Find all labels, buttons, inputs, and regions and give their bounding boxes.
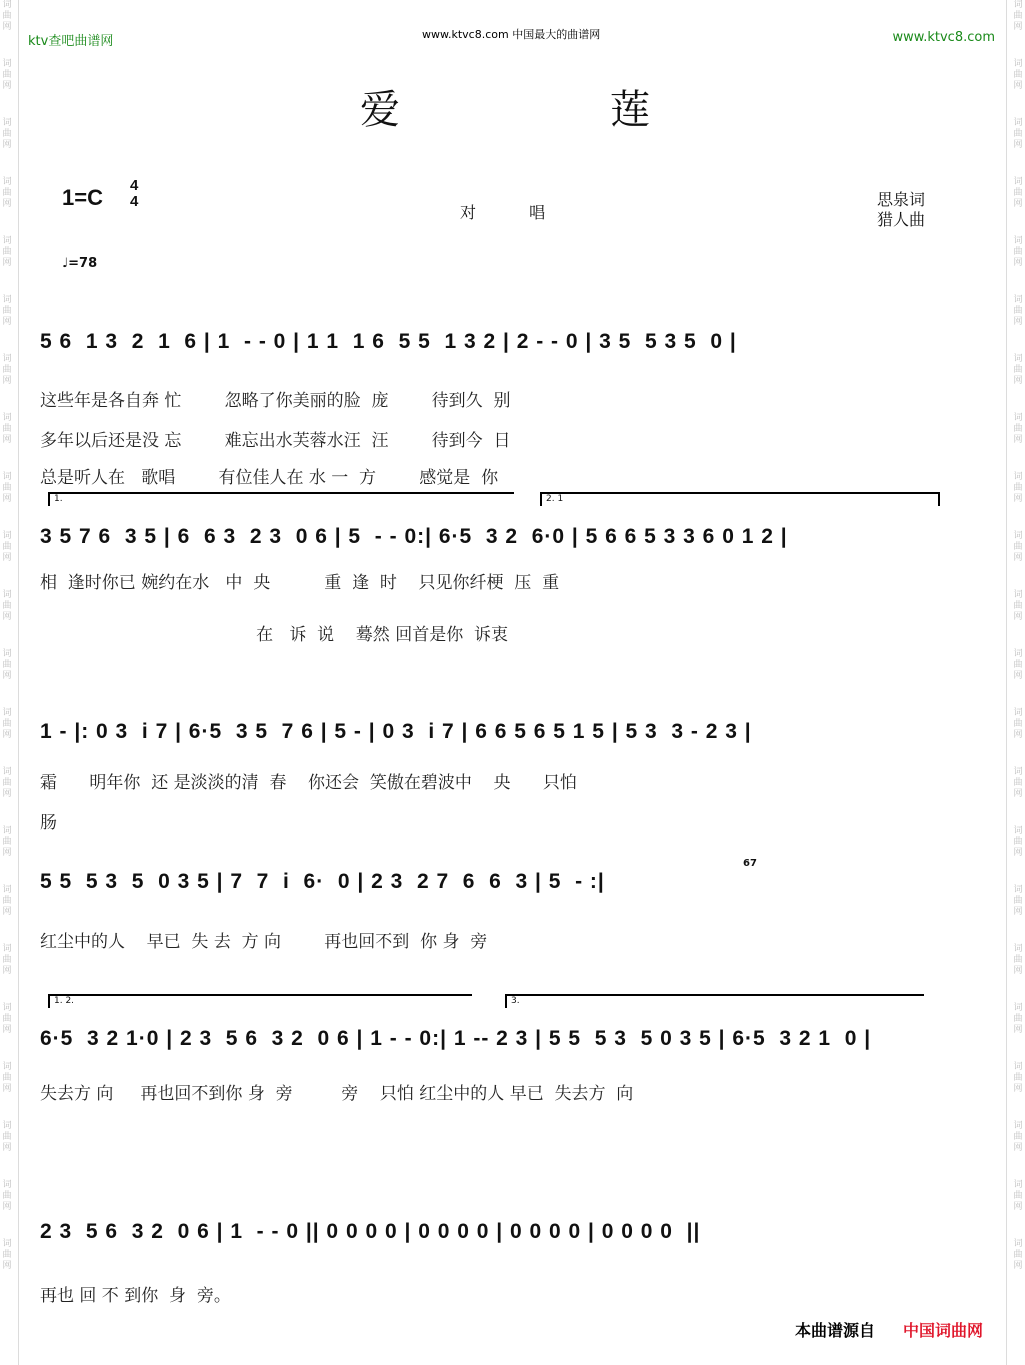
- side-watermark-char: 网: [2, 553, 12, 563]
- side-watermark-char: 网: [2, 612, 12, 622]
- side-watermark-char: 曲: [2, 1132, 12, 1142]
- score-row-2-lyric-1: 相 逢时你已 婉约在水 中 央 重 逢 时 只见你纤梗 压 重: [40, 573, 560, 593]
- side-watermark-char: 词: [1013, 1062, 1023, 1072]
- side-watermark-char: 网: [2, 1202, 12, 1212]
- side-watermark-char: 词: [1013, 1239, 1023, 1249]
- header-site-left[interactable]: ktv查吧曲谱网: [28, 34, 114, 49]
- side-watermark-char: 网: [1013, 1084, 1023, 1094]
- side-watermark-char: 曲: [2, 306, 12, 316]
- side-watermark-char: 曲: [1013, 70, 1023, 80]
- grace-note: 67: [743, 858, 757, 869]
- side-watermark-char: 词: [2, 59, 12, 69]
- side-watermark-char: 曲: [1013, 1073, 1023, 1083]
- side-watermark: [2, 708, 11, 741]
- side-watermark: [1013, 59, 1022, 92]
- side-watermark-char: 曲: [1013, 837, 1023, 847]
- side-watermark-char: 词: [1013, 0, 1023, 10]
- side-watermark-char: 网: [1013, 553, 1023, 563]
- side-watermark-char: 网: [2, 258, 12, 268]
- side-watermark-char: 网: [1013, 199, 1023, 209]
- side-watermark: [2, 0, 11, 33]
- side-watermark-char: 网: [2, 1025, 12, 1035]
- title-char-2: 莲: [610, 87, 650, 133]
- side-watermark-char: 网: [2, 1143, 12, 1153]
- side-watermark-char: 曲: [1013, 306, 1023, 316]
- side-watermark-char: 网: [2, 199, 12, 209]
- side-watermark-char: 网: [2, 730, 12, 740]
- right-margin-line: [1006, 0, 1007, 1365]
- side-watermark-char: 网: [1013, 81, 1023, 91]
- score-row-1-lyric-1: 这些年是各自奔 忙 忽略了你美丽的脸 庞 待到久 别: [40, 391, 511, 411]
- side-watermark-char: 网: [2, 376, 12, 386]
- side-watermark: [2, 413, 11, 446]
- side-watermark: [1013, 1239, 1022, 1272]
- side-watermark: [2, 59, 11, 92]
- side-watermark: [2, 295, 11, 328]
- side-watermark-char: 词: [2, 944, 12, 954]
- side-watermark-char: 网: [2, 140, 12, 150]
- side-watermark: [1013, 413, 1022, 446]
- side-watermark-char: 网: [2, 317, 12, 327]
- side-watermark-char: 词: [2, 236, 12, 246]
- side-watermark-char: 曲: [2, 188, 12, 198]
- side-watermark: [1013, 590, 1022, 623]
- side-watermark: [2, 1180, 11, 1213]
- key-signature: 1=C: [62, 185, 103, 210]
- side-watermark-char: 曲: [1013, 719, 1023, 729]
- score-row-3-notes: 1 - |: 0 3 i 7 | 6·5 3 5 7 6 | 5 - | 0 3 i 7 | 6 6 5 6 5 1 5 | 5 3 3 - 2 3 |: [40, 720, 752, 743]
- left-margin-line: [18, 0, 19, 1365]
- side-watermark-char: 网: [1013, 789, 1023, 799]
- side-watermark: [1013, 1062, 1022, 1095]
- side-watermark-char: 词: [1013, 59, 1023, 69]
- side-watermark-char: 曲: [2, 247, 12, 257]
- side-watermark-char: 网: [2, 907, 12, 917]
- side-watermark-char: 词: [1013, 1180, 1023, 1190]
- side-watermark: [2, 531, 11, 564]
- side-watermark-char: 词: [1013, 295, 1023, 305]
- side-watermark-char: 曲: [1013, 1250, 1023, 1260]
- side-watermark-char: 词: [2, 1180, 12, 1190]
- side-watermark: [2, 118, 11, 151]
- side-watermark-char: 词: [1013, 177, 1023, 187]
- side-watermark-char: 词: [1013, 472, 1023, 482]
- lyricist-credit: 思泉词: [877, 190, 926, 209]
- side-watermark: [1013, 944, 1022, 977]
- side-watermark-char: 词: [2, 1062, 12, 1072]
- title-char-1: 爱: [360, 87, 400, 133]
- meter-bottom: 4: [130, 193, 139, 210]
- side-watermark-char: 曲: [1013, 129, 1023, 139]
- side-watermark-char: 曲: [2, 955, 12, 965]
- side-watermark-char: 词: [1013, 590, 1023, 600]
- side-watermark-char: 网: [1013, 435, 1023, 445]
- side-watermark: [1013, 708, 1022, 741]
- side-watermark-char: 曲: [2, 660, 12, 670]
- side-watermark-char: 词: [1013, 531, 1023, 541]
- side-watermark-char: 词: [2, 531, 12, 541]
- side-watermark-char: 曲: [2, 896, 12, 906]
- side-watermark-char: 网: [1013, 317, 1023, 327]
- side-watermark: [1013, 295, 1022, 328]
- side-watermark-char: 网: [1013, 1202, 1023, 1212]
- side-watermark-char: 网: [1013, 376, 1023, 386]
- side-watermark-char: 曲: [1013, 1014, 1023, 1024]
- side-watermark-char: 网: [2, 848, 12, 858]
- side-watermark-char: 曲: [1013, 365, 1023, 375]
- performance-form: 对 唱: [460, 203, 570, 222]
- side-watermark-char: 词: [2, 118, 12, 128]
- left-watermark-strip: [0, 0, 14, 1365]
- side-watermark: [2, 590, 11, 623]
- side-watermark-char: 网: [2, 1261, 12, 1271]
- side-watermark-char: 词: [2, 472, 12, 482]
- side-watermark-char: 曲: [2, 837, 12, 847]
- side-watermark-char: 词: [1013, 1003, 1023, 1013]
- side-watermark-char: 曲: [1013, 1132, 1023, 1142]
- side-watermark-char: 曲: [1013, 11, 1023, 21]
- side-watermark-char: 网: [2, 81, 12, 91]
- score-row-3-lyric-2: 肠: [40, 813, 57, 833]
- side-watermark-char: 词: [2, 649, 12, 659]
- score-row-6-notes: 2 3 5 6 3 2 0 6 | 1 - - 0 || 0 0 0 0 | 0 0 0 0 | 0 0 0 0 | 0 0 0 0 ||: [40, 1220, 701, 1243]
- side-watermark: [2, 826, 11, 859]
- side-watermark-char: 词: [1013, 826, 1023, 836]
- score-row-5-notes: 6·5 3 2 1·0 | 2 3 5 6 3 2 0 6 | 1 - - 0:| 1 -- 2 3 | 5 5 5 3 5 0 3 5 | 6·5 3 2 1 0 |: [40, 1027, 872, 1050]
- tempo-marking: ♩=78: [62, 256, 98, 271]
- side-watermark-char: 曲: [2, 1073, 12, 1083]
- side-watermark-char: 曲: [1013, 896, 1023, 906]
- side-watermark-char: 网: [2, 435, 12, 445]
- side-watermark: [1013, 236, 1022, 269]
- side-watermark: [1013, 885, 1022, 918]
- side-watermark-char: 词: [1013, 885, 1023, 895]
- side-watermark-char: 曲: [2, 1191, 12, 1201]
- side-watermark: [1013, 472, 1022, 505]
- side-watermark-char: 网: [1013, 907, 1023, 917]
- side-watermark: [1013, 354, 1022, 387]
- side-watermark-char: 网: [1013, 1143, 1023, 1153]
- side-watermark-char: 网: [2, 1084, 12, 1094]
- side-watermark-char: 网: [1013, 966, 1023, 976]
- side-watermark: [1013, 1180, 1022, 1213]
- side-watermark-char: 曲: [1013, 601, 1023, 611]
- side-watermark-char: 词: [2, 1239, 12, 1249]
- side-watermark-char: 词: [2, 1003, 12, 1013]
- side-watermark-char: 词: [2, 413, 12, 423]
- composer-credit: 猎人曲: [877, 210, 926, 229]
- side-watermark-char: 词: [1013, 767, 1023, 777]
- side-watermark-char: 词: [2, 767, 12, 777]
- side-watermark-char: 词: [2, 826, 12, 836]
- side-watermark-char: 词: [2, 0, 12, 10]
- footer-source-label: 本曲谱源自: [795, 1321, 876, 1340]
- side-watermark-char: 网: [1013, 494, 1023, 504]
- side-watermark: [2, 1003, 11, 1036]
- score-row-2-lyric-2: 在 诉 说 蓦然 回首是你 诉衷: [40, 625, 508, 645]
- side-watermark-char: 词: [1013, 1121, 1023, 1131]
- side-watermark: [1013, 1121, 1022, 1154]
- side-watermark-char: 网: [1013, 1025, 1023, 1035]
- volta-bracket-3: 1. 2.: [48, 994, 472, 1008]
- score-row-1-notes: 5 6 1 3 2 1 6 | 1 - - 0 | 1 1 1 6 5 5 1 3 2 | 2 - - 0 | 3 5 5 3 5 0 |: [40, 330, 737, 353]
- side-watermark-char: 词: [1013, 649, 1023, 659]
- score-row-4-lyric-1: 红尘中的人 早已 失 去 方 向 再也回不到 你 身 旁: [40, 932, 488, 952]
- side-watermark: [1013, 177, 1022, 210]
- side-watermark-char: 曲: [1013, 955, 1023, 965]
- side-watermark-char: 曲: [2, 1250, 12, 1260]
- side-watermark-char: 曲: [2, 542, 12, 552]
- side-watermark: [1013, 1003, 1022, 1036]
- side-watermark: [2, 767, 11, 800]
- side-watermark-char: 曲: [1013, 247, 1023, 257]
- side-watermark-char: 曲: [1013, 778, 1023, 788]
- score-row-3-lyric-1: 霜 明年你 还 是淡淡的清 春 你还会 笑傲在碧波中 央 只怕: [40, 773, 577, 793]
- side-watermark: [2, 177, 11, 210]
- credits: [877, 190, 925, 230]
- side-watermark-char: 词: [2, 885, 12, 895]
- score-row-5-lyric-1: 失去方 向 再也回不到你 身 旁 旁 只怕 红尘中的人 早已 失去方 向: [40, 1084, 634, 1104]
- side-watermark: [2, 236, 11, 269]
- side-watermark: [2, 1239, 11, 1272]
- side-watermark-char: 曲: [2, 11, 12, 21]
- side-watermark-char: 曲: [2, 1014, 12, 1024]
- side-watermark-char: 词: [2, 1121, 12, 1131]
- side-watermark-char: 网: [1013, 671, 1023, 681]
- side-watermark: [2, 354, 11, 387]
- side-watermark-char: 曲: [1013, 542, 1023, 552]
- side-watermark-char: 曲: [1013, 424, 1023, 434]
- side-watermark-char: 曲: [1013, 1191, 1023, 1201]
- side-watermark-char: 词: [1013, 118, 1023, 128]
- side-watermark-char: 曲: [2, 719, 12, 729]
- side-watermark: [1013, 0, 1022, 33]
- meter-top: 4: [130, 177, 139, 194]
- side-watermark-char: 曲: [2, 129, 12, 139]
- side-watermark-char: 词: [1013, 944, 1023, 954]
- volta-bracket-2: 2. 1: [540, 492, 940, 506]
- side-watermark-char: 网: [1013, 258, 1023, 268]
- volta-bracket-4: 3.: [505, 994, 924, 1008]
- score-row-2-notes: 3 5 7 6 3 5 | 6 6 3 2 3 0 6 | 5 - - 0:| 6·5 3 2 6·0 | 5 6 6 5 3 3 6 0 1 2 |: [40, 525, 788, 548]
- side-watermark-char: 网: [2, 22, 12, 32]
- side-watermark: [2, 1121, 11, 1154]
- side-watermark-char: 词: [1013, 708, 1023, 718]
- side-watermark-char: 词: [2, 295, 12, 305]
- side-watermark-char: 网: [1013, 140, 1023, 150]
- side-watermark-char: 曲: [2, 601, 12, 611]
- side-watermark: [2, 885, 11, 918]
- side-watermark-char: 曲: [1013, 483, 1023, 493]
- header-site-right[interactable]: www.ktvc8.com: [892, 30, 995, 45]
- side-watermark: [2, 649, 11, 682]
- side-watermark-char: 词: [2, 590, 12, 600]
- side-watermark-char: 网: [2, 494, 12, 504]
- side-watermark-char: 曲: [2, 424, 12, 434]
- score-row-4-notes: 5 5 5 3 5 0 3 5 | 7 7 i 6· 0 | 2 3 2 7 6 6 3 | 5 - :|: [40, 870, 605, 893]
- score-row-1-lyric-2: 多年以后还是没 忘 难忘出水芙蓉水汪 汪 待到今 日: [40, 431, 511, 451]
- side-watermark-char: 词: [1013, 236, 1023, 246]
- side-watermark-char: 词: [1013, 354, 1023, 364]
- right-watermark-strip: [1011, 0, 1025, 1365]
- side-watermark: [1013, 118, 1022, 151]
- side-watermark-char: 网: [1013, 848, 1023, 858]
- side-watermark: [2, 1062, 11, 1095]
- side-watermark-char: 网: [2, 966, 12, 976]
- side-watermark: [2, 472, 11, 505]
- header-site-center[interactable]: www.ktvc8.com 中国最大的曲谱网: [422, 28, 601, 41]
- side-watermark-char: 词: [2, 177, 12, 187]
- volta-bracket-1: 1.: [48, 492, 514, 506]
- score-row-1-lyric-3: 总是听人在 歌唱 有位佳人在 水 一 方 感觉是 你: [40, 468, 499, 488]
- side-watermark-char: 曲: [2, 483, 12, 493]
- time-signature: [130, 178, 138, 210]
- side-watermark-char: 曲: [2, 778, 12, 788]
- side-watermark-char: 曲: [2, 70, 12, 80]
- side-watermark-char: 网: [1013, 22, 1023, 32]
- side-watermark-char: 网: [1013, 730, 1023, 740]
- side-watermark-char: 网: [2, 789, 12, 799]
- side-watermark: [1013, 767, 1022, 800]
- side-watermark: [1013, 649, 1022, 682]
- side-watermark-char: 曲: [1013, 660, 1023, 670]
- side-watermark-char: 网: [1013, 612, 1023, 622]
- score-row-6-lyric-1: 再也 回 不 到你 身 旁。: [40, 1286, 231, 1306]
- side-watermark-char: 曲: [1013, 188, 1023, 198]
- side-watermark-char: 网: [1013, 1261, 1023, 1271]
- side-watermark-char: 曲: [2, 365, 12, 375]
- side-watermark-char: 网: [2, 671, 12, 681]
- side-watermark: [2, 944, 11, 977]
- side-watermark-char: 词: [2, 708, 12, 718]
- side-watermark: [1013, 826, 1022, 859]
- footer-brand-link[interactable]: 中国词曲网: [903, 1321, 984, 1340]
- side-watermark-char: 词: [2, 354, 12, 364]
- side-watermark: [1013, 531, 1022, 564]
- side-watermark-char: 词: [1013, 413, 1023, 423]
